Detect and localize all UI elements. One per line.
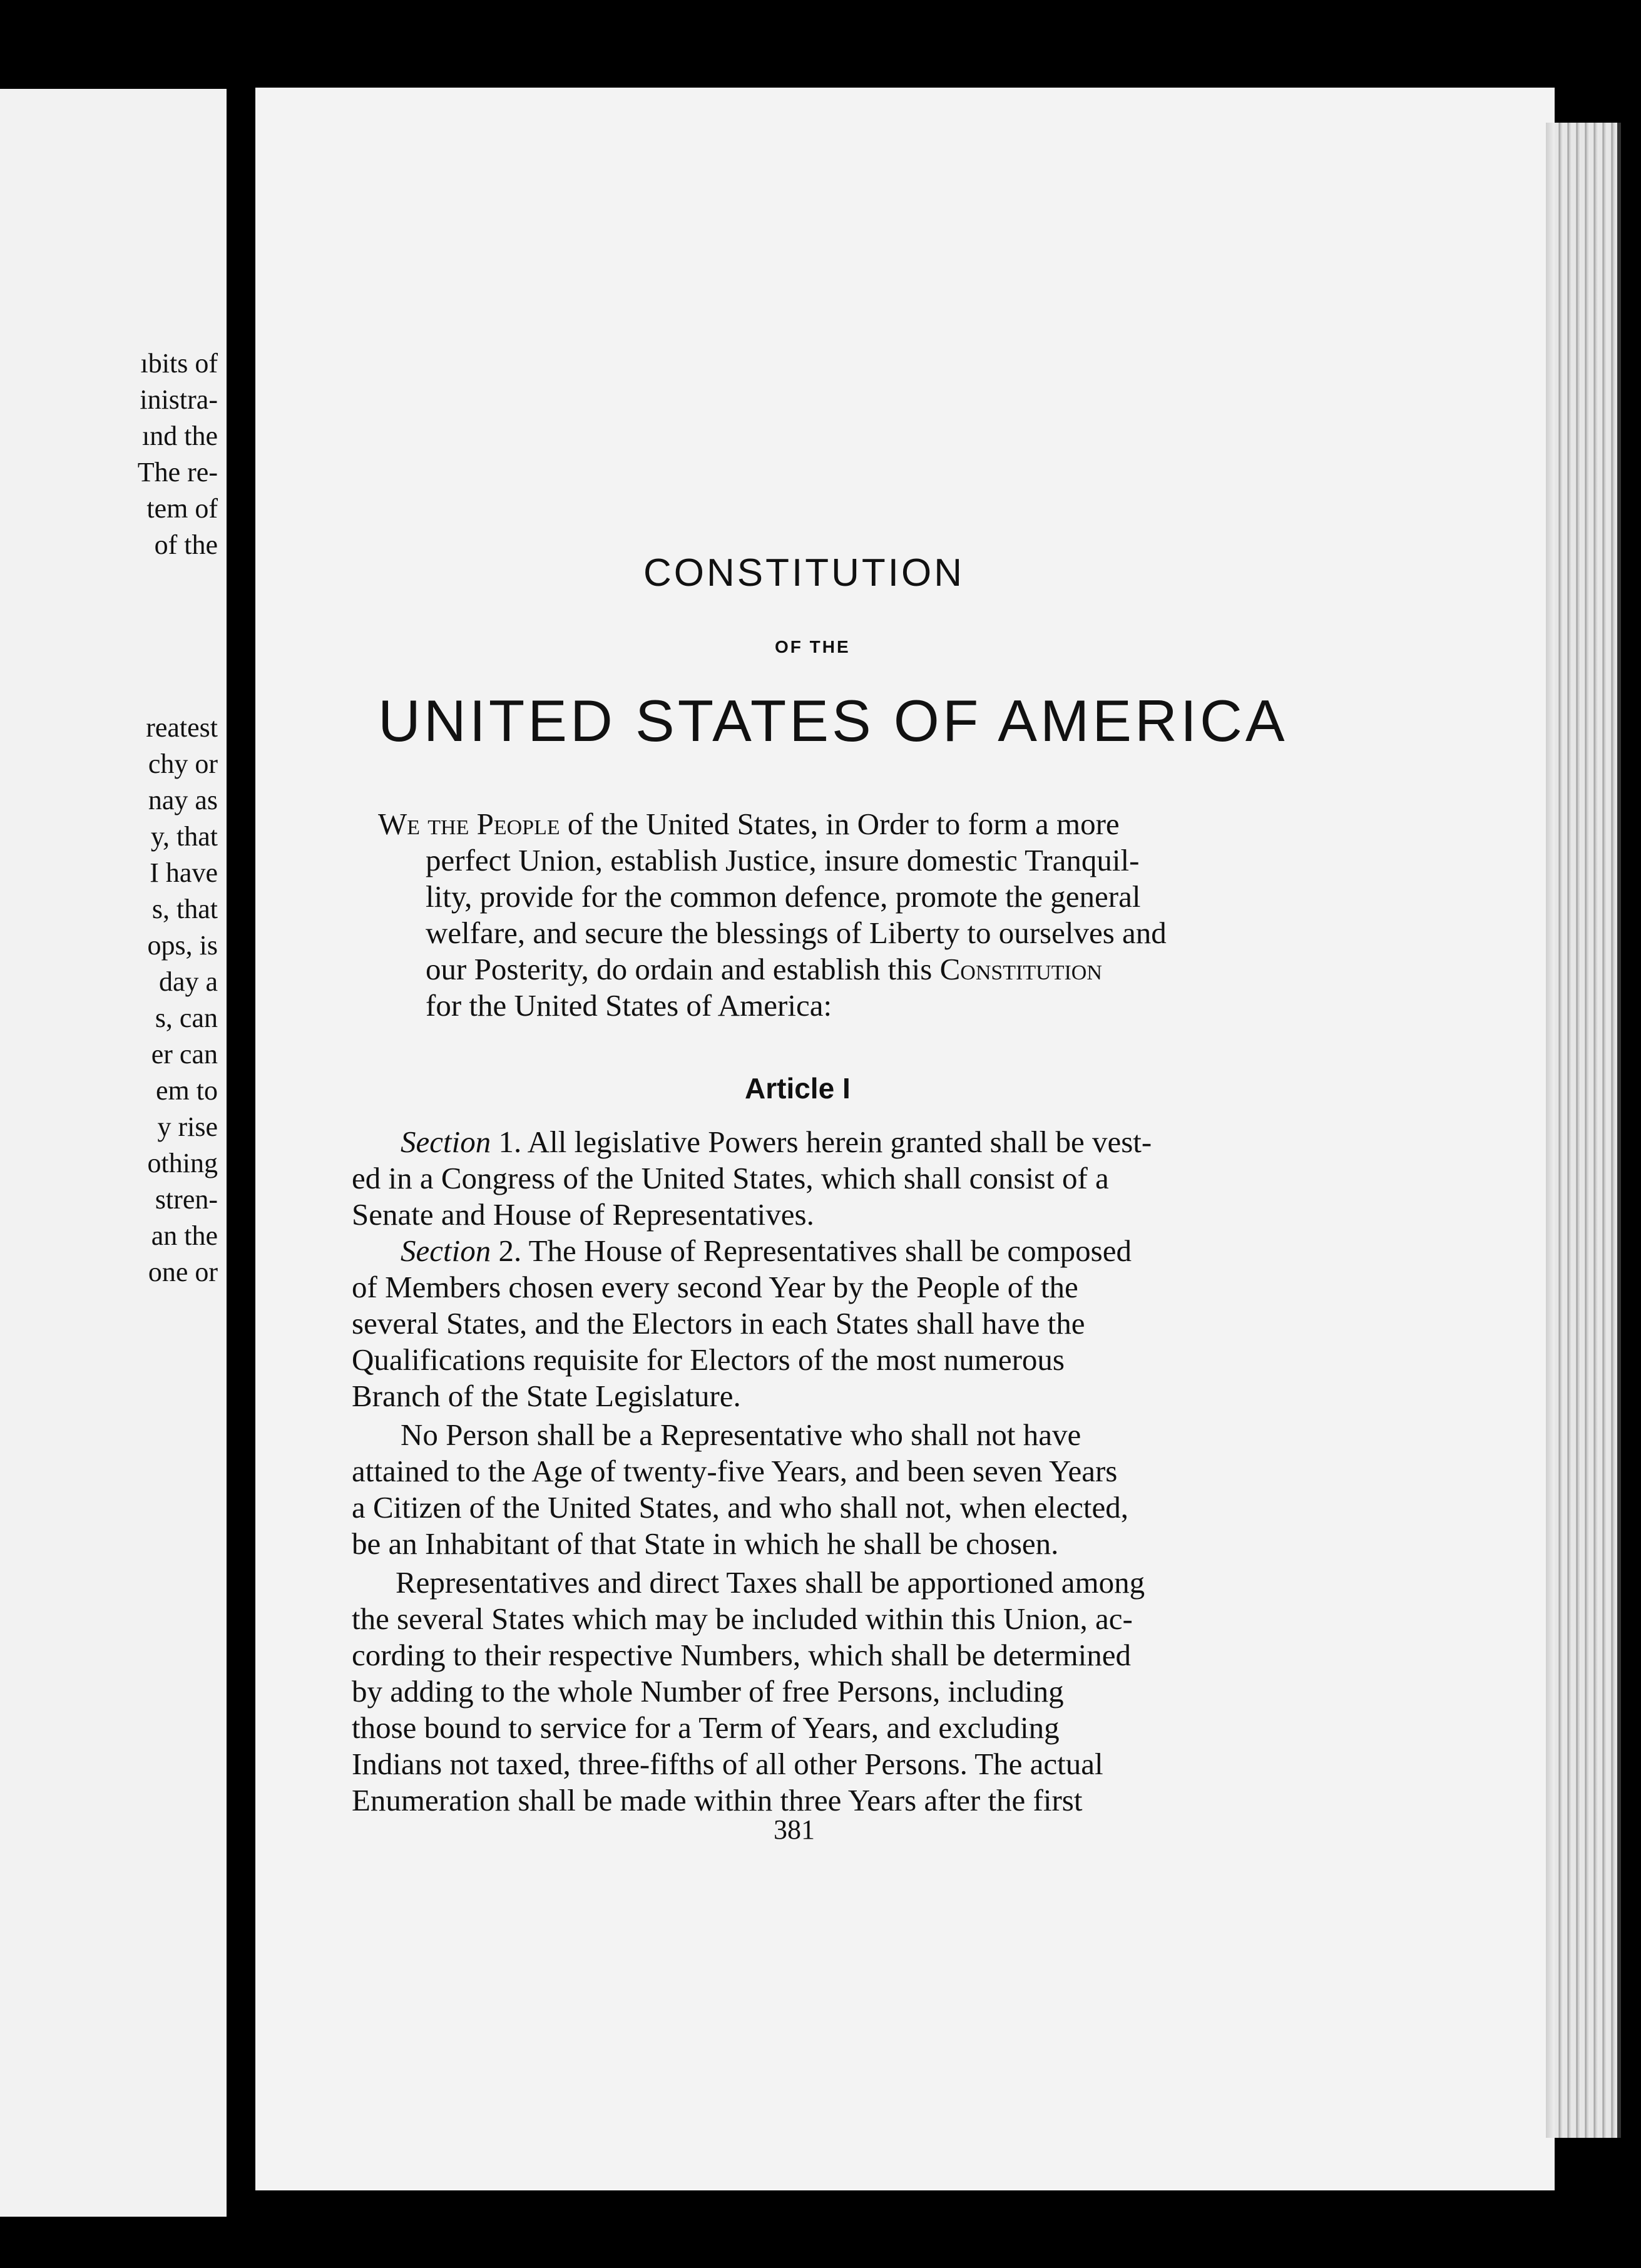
section-number: 2. [491,1234,522,1268]
left-text-fragment: y rise [157,1111,218,1142]
left-text-fragment: day a [158,966,218,997]
left-text-fragment: ınd the [142,421,218,451]
section-line: several States, and the Electors in each States shall have the [352,1306,1085,1341]
heading-of-the: OF THE [775,637,851,656]
paragraph-line: attained to the Age of twenty-five Years, and been seven Years [352,1454,1118,1488]
preamble-line: welfare, and secure the blessings of Liberty to ourselves and [426,916,1167,950]
paragraph-line: Enumeration shall be made within three Years after the first [352,1783,1083,1817]
paragraph-line: a Citizen of the United States, and who shall not, when elected, [352,1490,1129,1525]
left-text-fragment: s, can [155,1003,218,1033]
page-number: 381 [774,1814,815,1845]
stacked-page-edges [1555,123,1621,2138]
article-title: Article I [745,1072,851,1105]
left-text-fragment: reatest [146,712,218,743]
left-text-fragment: othing [147,1148,218,1178]
section-line [401,1124,1152,1160]
left-text-fragment: chy or [148,748,218,779]
preamble-line: perfect Union, establish Justice, insure domestic Tranquil- [426,843,1140,877]
paragraph-line: the several States which may be included within this Union, ac- [352,1601,1133,1636]
section-number: 1. [491,1125,522,1159]
paragraph-line: by adding to the whole Number of free Persons, including [352,1674,1064,1709]
left-text-fragment: nay as [148,785,218,815]
section-line: ed in a Congress of the United States, which shall consist of a [352,1161,1109,1195]
preamble-constitution-word: Constitution [939,952,1102,986]
left-text-fragment: The re- [137,457,218,488]
paragraph-line: Indians not taxed, three-fifths of all other Persons. The actual [352,1747,1103,1781]
left-text-fragment: of the [154,529,218,560]
section-line [401,1233,1132,1269]
section-line: Senate and House of Representatives. [352,1197,814,1232]
heading-constitution: CONSTITUTION [643,551,964,595]
section-line: Branch of the State Legislature. [352,1379,741,1413]
left-text-fragment: y, that [150,821,218,852]
preamble-line [378,806,1120,842]
preamble-line: for the United States of America: [426,988,832,1023]
section-text: The House of Representatives shall be composed [521,1234,1132,1268]
book-gutter [230,0,255,2268]
preamble-lead: We the People [378,807,560,841]
preamble-line [426,951,1102,988]
paragraph-line: those bound to service for a Term of Years, and excluding [352,1710,1060,1745]
section-line: of Members chosen every second Year by the People of the [352,1270,1078,1304]
left-text-fragment: ops, is [147,930,218,961]
left-text-fragment: an the [151,1220,218,1251]
heading-united-states: UNITED STATES OF AMERICA [378,688,1288,753]
left-text-fragment: tem of [146,493,218,524]
paragraph-line: No Person shall be a Representative who shall not have [401,1418,1081,1452]
paragraph-line: Representatives and direct Taxes shall be apportioned among [396,1565,1145,1600]
left-text-fragment: s, that [151,894,218,924]
preamble-line: lity, provide for the common defence, promote the general [426,879,1141,914]
preamble-text: of the United States, in Order to form a more [560,807,1120,841]
section-line: Qualifications requisite for Electors of the most numerous [352,1342,1065,1377]
preamble-text: our Posterity, do ordain and establish this [426,952,940,986]
left-facing-page [0,89,227,2217]
left-text-fragment: er can [151,1039,218,1070]
left-text-fragment: ıbits of [140,348,218,379]
paragraph-line: cording to their respective Numbers, which shall be determined [352,1638,1132,1672]
left-text-fragment: em to [156,1075,218,1106]
left-text-fragment: one or [148,1257,218,1287]
left-text-fragment: stren- [155,1184,218,1215]
left-text-fragment: I have [150,857,218,888]
left-text-fragment: inistra- [140,384,218,415]
section-text: All legislative Powers herein granted shall be vest- [521,1125,1152,1159]
paragraph-line: be an Inhabitant of that State in which he shall be chosen. [352,1526,1059,1561]
section-label: Section [401,1234,491,1268]
section-label: Section [401,1125,491,1159]
